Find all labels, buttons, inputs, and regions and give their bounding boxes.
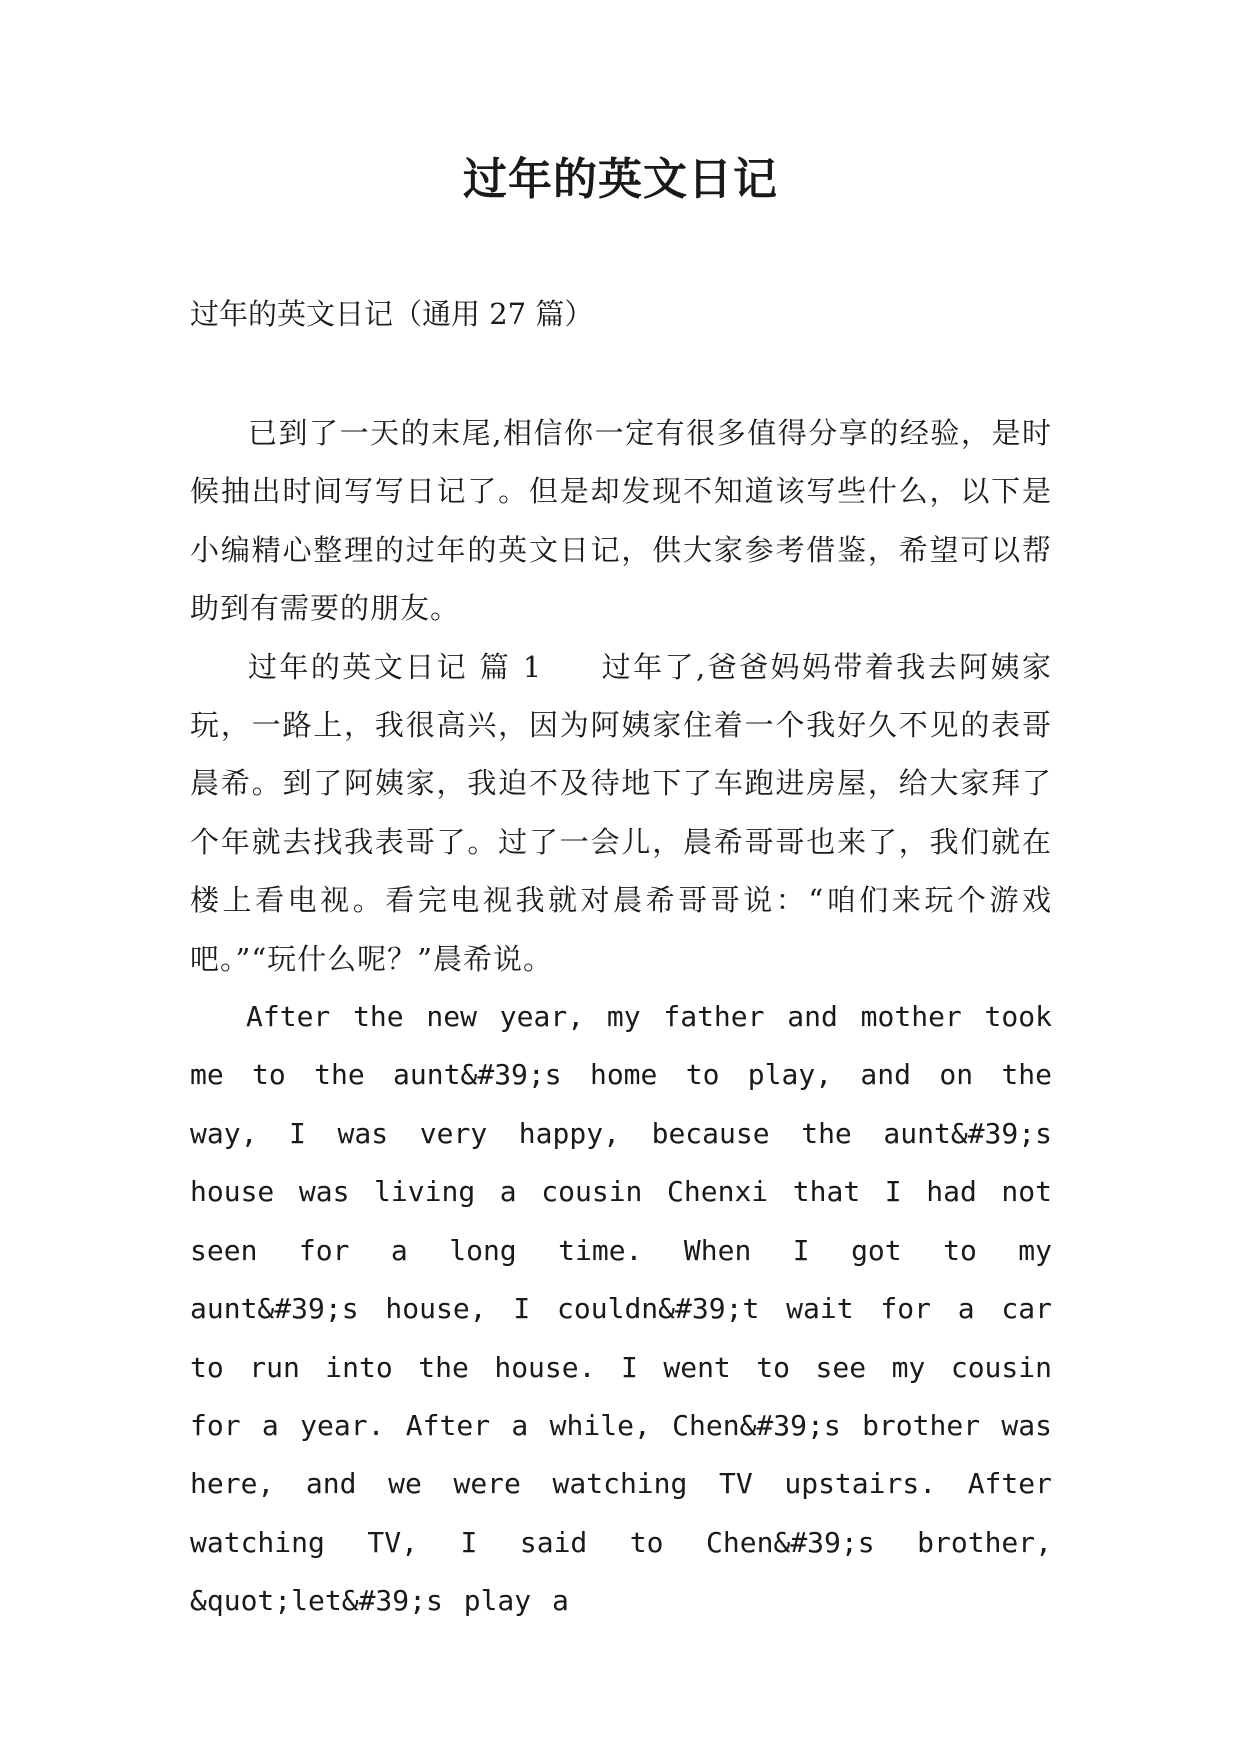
document-subtitle: 过年的英文日记（通用 27 篇） (190, 297, 594, 331)
section-1-label: 过年的英文日记 篇 1 (248, 649, 543, 684)
intro-paragraph: 已到了一天的末尾,相信你一定有很多值得分享的经验，是时候抽出时间写写日记了。但是却发现不知道该写些什么，以下是小编精心整理的过年的英文日记，供大家参考借鉴，希望可以帮助到有需要的朋友。 (190, 416, 1052, 626)
english-paragraph: After the new year, my father and mother took me to the aunt&#39;s home to play, and on the way, I was very happy, because the aunt&#39;s house was living a cousin Chenxi that I had not seen for a long time. When I got to my aunt&#39;s house, I couldn&#39;t wait for a car to run into the house. I went to see my cousin for a year. After a while, Chen&#39;s brother was here, and we were watching TV upstairs. After watching TV, I said to Chen&#39;s brother, &quot;let&#39;s play a (190, 1000, 1052, 1618)
document-body (190, 404, 1052, 1631)
section-1-paragraph (190, 638, 1052, 988)
section-1-text: 过年了,爸爸妈妈带着我去阿姨家玩，一路上，我很高兴，因为阿姨家住着一个我好久不见的表哥晨希。到了阿姨家，我迫不及待地下了车跑进房屋，给大家拜了个年就去找我表哥了。过了一会儿，晨希哥哥也来了，我们就在楼上看电视。看完电视我就对晨希哥哥说：“咱们来玩个游戏吧。”“玩什么呢？”晨希说。 (190, 649, 1052, 976)
document-title: 过年的英文日记 (463, 154, 778, 205)
